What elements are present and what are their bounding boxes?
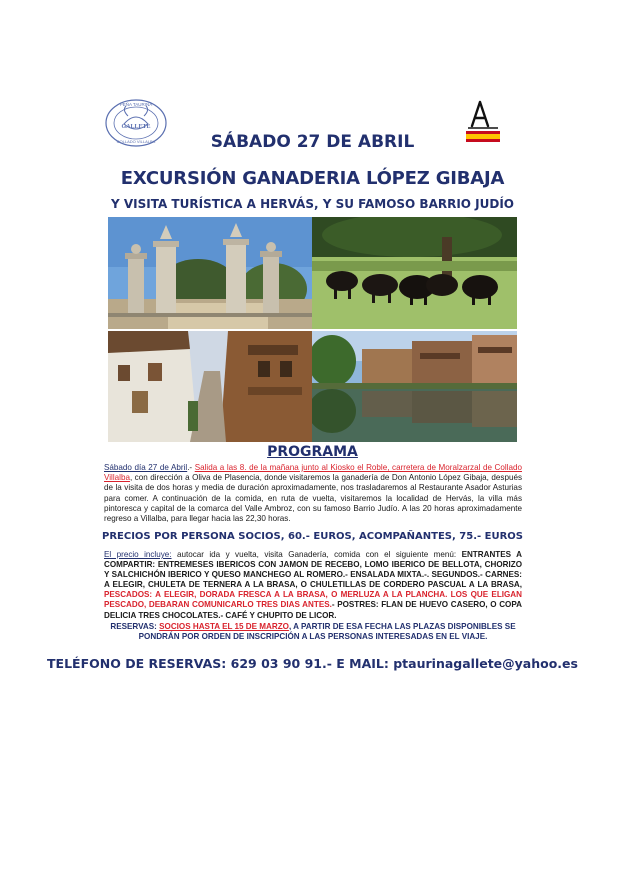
programa-paragraph (104, 463, 522, 524)
reservas-rest: , A PARTIR DE ESA FECHA LAS PLAZAS DISPONIBLES SE PONDRÁN POR ORDEN DE INSCRIPCIÓN A LAS PERSONAS INTERESADAS EN EL VIAJE. (138, 622, 516, 642)
prices-line: PRECIOS POR PERSONA SOCIOS, 60.- EUROS, ACOMPAÑANTES, 75.- EUROS (102, 531, 523, 542)
menu-paragraph (104, 550, 522, 621)
event-date-title: SÁBADO 27 DE ABRIL (210, 132, 415, 152)
programa-heading: PROGRAMA (267, 444, 358, 460)
event-subtitle: Y VISITA TURÍSTICA A HERVÁS, Y SU FAMOSO BARRIO JUDÍO (110, 197, 515, 211)
reservas-label: RESERVAS: (110, 622, 160, 631)
photo-stone-gate (108, 217, 312, 329)
photo-bulls-field (312, 217, 517, 329)
programa-separator: .- (187, 463, 195, 472)
photo-village-street (108, 331, 312, 442)
reservations-paragraph (104, 622, 522, 642)
svg-text:GALLETE: GALLETE (121, 124, 151, 130)
menu-intro: autocar ida y vuelta, visita Ganadería, comida con el siguiente menú: (171, 550, 462, 559)
menu-postres: - POSTRES: FLAN DE HUEVO CASERO, O COPA DELICIA TRES CHOCOLATES.- CAFÉ Y CHUPITO DE LICOR. (104, 600, 522, 620)
photo-river-houses (312, 331, 517, 442)
reservas-deadline: SOCIOS HASTA EL 15 DE MARZO (159, 622, 289, 631)
programa-date: Sábado día 27 de Abril (104, 463, 188, 472)
departure-info: Salida a las 8. de la mañana junto al Kiosko el Roble, carretera de Moralzarzal de Collado Villalba (104, 463, 522, 483)
menu-pescados: PESCADOS: A ELEGIR, DORADA FRESCA A LA BRASA, O MERLUZA A LA PLANCHA. LOS QUE ELIGAN PESCADO, DEBARAN COMUNICARLO TRES DIAS ANTES. (104, 590, 522, 610)
contact-phone-email: TELÉFONO DE RESERVAS: 629 03 90 91.- E MAIL: ptaurinagallete@yahoo.es (47, 656, 578, 671)
programa-body: , con dirección a Oliva de Plasencia, donde visitaremos la ganadería de Don Antonio López Gibaja, después de la visita de dos horas y media de duración aproximadamente, nos trasladaremos al Restaurante Asador Asturias para comer. A continuación de la comida, en ruta de vuelta, visitaremos la localidad de Hervás, la villa más pintoresca y capital de la comarca del Valle Ambroz, con su famoso Barrio Judío. A las 20 horas aproximadamente regreso a Villalba, para llegar hacia las 22,30 horas. (104, 473, 522, 524)
menu-entrantes: ENTRANTES A COMPARTIR: ENTREMESES IBERICOS CON JAMON DE RECEBO, LOMO IBERICO DE BELLOTA, CHORIZO Y SALCHICHÓN IBERICO Y QUESO MANCHEGO AL ROMERO.- ENSALADA MIXTA.-. SEGUNDOS.- CARNES: A ELEGIR, CHULETA DE TERNERA A LA BRASA, O CHULETILLAS DE CORDERO PASCUAL A LA BRASA, (104, 550, 522, 590)
svg-text:PEÑA TAURINA: PEÑA TAURINA (119, 102, 153, 107)
event-main-title: EXCURSIÓN GANADERIA LÓPEZ GIBAJA (120, 168, 505, 189)
svg-text:COLLADO VILLALBA: COLLADO VILLALBA (116, 139, 156, 144)
menu-label: El precio incluye: (104, 550, 172, 559)
